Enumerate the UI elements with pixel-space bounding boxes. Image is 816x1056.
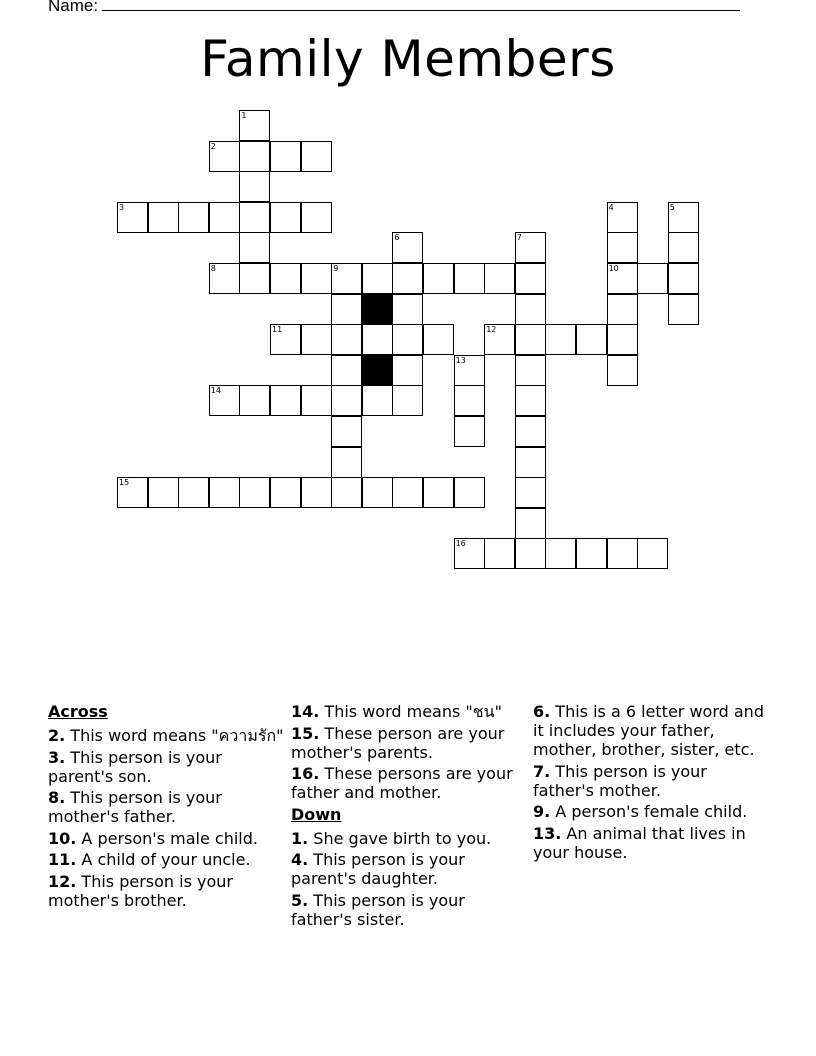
clue-item [533, 762, 769, 800]
clue-item [48, 850, 284, 869]
grid-cell[interactable] [270, 202, 301, 233]
clue-number: 5. [291, 890, 309, 910]
grid-cell[interactable] [423, 324, 454, 355]
clue-number: 10. [48, 828, 77, 848]
clue-number: 2. [48, 726, 66, 745]
grid-cell[interactable] [545, 324, 576, 355]
grid-cell[interactable] [637, 538, 668, 569]
grid-cell[interactable] [362, 477, 393, 508]
clue-number-label: 7 [516, 233, 522, 243]
clue-number-label: 15 [119, 478, 130, 488]
grid-cell[interactable] [331, 447, 362, 478]
grid-cell[interactable] [301, 141, 332, 172]
grid-cell[interactable] [301, 202, 332, 233]
grid-cell[interactable] [392, 385, 423, 416]
grid-cell[interactable] [239, 171, 270, 202]
grid-cell[interactable] [392, 324, 423, 355]
grid-cell[interactable] [270, 477, 301, 508]
clue-number-label: 2 [210, 141, 216, 151]
clue-item [48, 829, 284, 848]
clue-text: This is a 6 letter word and it includes your father, mother, brother, sister, etc. [533, 702, 764, 759]
clue-number-label: 8 [210, 264, 216, 273]
grid-cell[interactable] [331, 385, 362, 416]
grid-cell[interactable] [515, 263, 546, 294]
grid-cell[interactable] [239, 141, 270, 172]
grid-cell[interactable] [515, 324, 546, 355]
clue-number: 16. [291, 764, 320, 783]
grid-cell[interactable] [668, 294, 699, 325]
grid-cell[interactable] [515, 538, 546, 569]
clue-number: 6. [533, 702, 551, 721]
clue-item [291, 764, 527, 802]
clue-number-label: 3 [119, 202, 125, 212]
grid-cell[interactable] [362, 263, 393, 294]
name-label: Name: [48, 0, 99, 15]
clue-number: 13. [533, 823, 562, 843]
grid-cell[interactable] [484, 538, 515, 569]
clue-number: 15. [291, 723, 320, 743]
grid-cell[interactable] [178, 477, 209, 508]
clue-column-3 [533, 702, 769, 864]
grid-cell[interactable] [484, 263, 515, 294]
grid-cell[interactable] [607, 294, 638, 325]
grid-cell[interactable] [392, 355, 423, 386]
grid-cell[interactable] [301, 324, 332, 355]
clue-text: This person is your parent's son. [48, 747, 222, 786]
grid-cell[interactable] [209, 202, 240, 233]
grid-cell[interactable] [301, 477, 332, 508]
grid-cell[interactable] [362, 385, 393, 416]
grid-cell[interactable] [423, 477, 454, 508]
clue-column-2 [291, 702, 527, 931]
clue-number-label: 16 [455, 539, 466, 549]
grid-cell[interactable] [454, 385, 485, 416]
grid-cell[interactable] [239, 385, 270, 416]
grid-cell[interactable] [515, 294, 546, 325]
grid-cell[interactable] [239, 232, 270, 263]
grid-cell[interactable] [392, 263, 423, 294]
clue-number-label: 1 [241, 111, 247, 120]
clue-number: 4. [291, 850, 309, 869]
grid-cell[interactable] [148, 477, 179, 508]
clue-item [533, 824, 769, 862]
grid-cell[interactable] [607, 232, 638, 263]
clue-item [291, 891, 527, 929]
grid-cell[interactable] [331, 324, 362, 355]
grid-cell[interactable] [515, 416, 546, 447]
grid-block [362, 294, 393, 325]
grid-cell[interactable] [239, 477, 270, 508]
grid-cell[interactable] [576, 324, 607, 355]
grid-block [362, 355, 393, 386]
grid-cell[interactable] [607, 538, 638, 569]
grid-cell[interactable] [515, 385, 546, 416]
grid-cell[interactable] [392, 477, 423, 508]
clue-text: A child of your uncle. [76, 850, 251, 869]
clue-item [291, 724, 527, 762]
clue-number: 8. [48, 788, 66, 807]
grid-cell[interactable] [270, 263, 301, 294]
clue-number: 3. [48, 747, 66, 767]
clue-item [291, 850, 527, 888]
clue-number-label: 5 [669, 202, 675, 212]
grid-cell[interactable] [668, 232, 699, 263]
clue-number-label: 11 [272, 325, 283, 335]
grid-cell[interactable] [301, 385, 332, 416]
clue-item [291, 829, 527, 848]
grid-cell[interactable] [668, 263, 699, 294]
clue-number-label: 12 [486, 325, 497, 335]
clue-number: 9. [533, 802, 551, 821]
clue-item [48, 748, 284, 786]
clue-text: This person is your mother's father. [48, 788, 222, 826]
clue-number-label: 9 [333, 264, 339, 273]
grid-cell[interactable] [454, 477, 485, 508]
clue-number-label: 6 [394, 233, 400, 243]
clue-item [48, 872, 284, 910]
page-title: Family Members [200, 30, 616, 88]
clue-item [533, 802, 769, 821]
grid-cell[interactable] [423, 263, 454, 294]
grid-cell[interactable] [148, 202, 179, 233]
clue-number-label: 14 [210, 386, 221, 396]
grid-cell[interactable] [239, 263, 270, 294]
grid-cell[interactable] [637, 263, 668, 294]
grid-cell[interactable] [545, 538, 576, 569]
clue-number: 7. [533, 761, 551, 781]
clue-text: This person is your parent's daughter. [291, 850, 465, 888]
clue-text: This person is your father's mother. [533, 761, 707, 800]
grid-cell[interactable] [270, 385, 301, 416]
clue-item [48, 726, 284, 745]
clue-text: This word means "ความรัก" [65, 726, 284, 745]
clue-text: This word means "ชน" [319, 702, 502, 721]
grid-cell[interactable] [301, 263, 332, 294]
clue-text: An animal that lives in your house. [533, 823, 746, 862]
clue-number-label: 13 [455, 355, 466, 365]
clue-number: 11. [48, 850, 77, 869]
clue-number-label: 10 [608, 264, 619, 273]
clue-number: 14. [291, 702, 320, 721]
grid-cell[interactable] [178, 202, 209, 233]
clue-number: 1. [291, 828, 309, 848]
grid-cell[interactable] [454, 416, 485, 447]
clue-text: She gave birth to you. [308, 828, 492, 848]
grid-cell[interactable] [331, 416, 362, 447]
grid-cell[interactable] [331, 477, 362, 508]
grid-cell[interactable] [607, 324, 638, 355]
clue-item [533, 702, 769, 759]
grid-cell[interactable] [454, 263, 485, 294]
clue-text: This person is your mother's brother. [48, 871, 233, 910]
across-heading: Across [48, 702, 108, 721]
grid-cell[interactable] [362, 324, 393, 355]
clue-text: These persons are your father and mother. [291, 764, 513, 802]
clue-column-1 [48, 702, 284, 912]
grid-cell[interactable] [392, 294, 423, 325]
clue-number-label: 4 [608, 202, 614, 212]
grid-cell[interactable] [607, 355, 638, 386]
down-heading: Down [291, 804, 342, 824]
clue-item [48, 788, 284, 826]
grid-cell[interactable] [515, 477, 546, 508]
clue-item [291, 702, 527, 721]
grid-cell[interactable] [515, 508, 546, 539]
grid-cell[interactable] [331, 294, 362, 325]
grid-cell[interactable] [515, 447, 546, 478]
grid-cell[interactable] [515, 355, 546, 386]
grid-cell[interactable] [270, 141, 301, 172]
clue-text: This person is your father's sister. [291, 890, 465, 929]
clue-text: A person's female child. [550, 802, 748, 821]
grid-cell[interactable] [331, 355, 362, 386]
grid-cell[interactable] [239, 202, 270, 233]
clue-text: A person's male child. [76, 828, 258, 848]
clue-number: 12. [48, 871, 77, 891]
clue-text: These person are your mother's parents. [291, 723, 505, 762]
grid-cell[interactable] [576, 538, 607, 569]
grid-cell[interactable] [209, 477, 240, 508]
